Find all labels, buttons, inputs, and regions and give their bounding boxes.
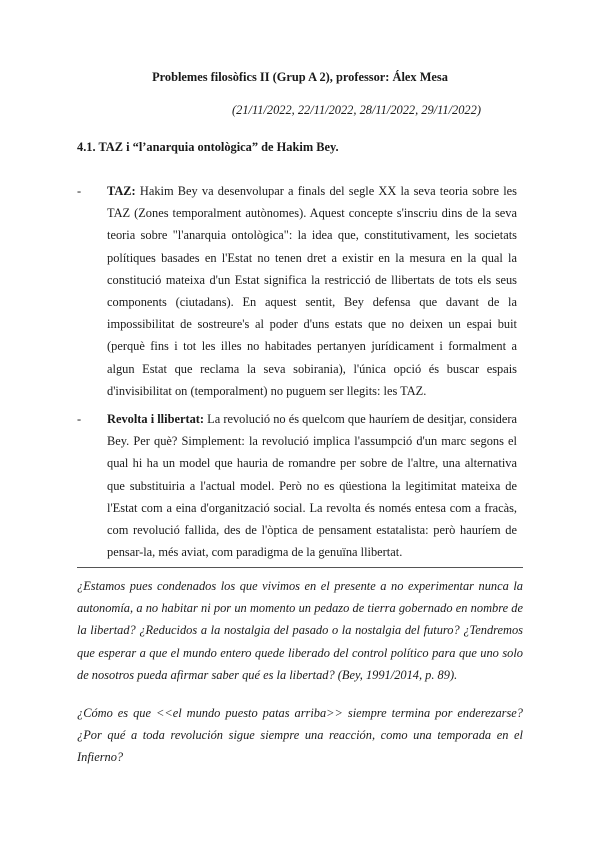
- list-item-taz: [107, 180, 517, 402]
- item-label: TAZ:: [107, 184, 136, 198]
- bullet-marker: -: [77, 412, 82, 426]
- item-label: Revolta i llibertat:: [107, 412, 205, 426]
- quote-paragraph: ¿Cómo es que <<el mundo puesto patas arriba>> siempre termina por enderezarse? ¿Por qué a toda revolución sigue siempre una reacción, como una temporada en el Infierno?: [77, 706, 523, 765]
- section-heading: 4.1. TAZ i “l’anarquia ontològica” de Hakim Bey.: [77, 140, 339, 154]
- quote-paragraph: ¿Estamos pues condenados los que vivimos en el presente a no experimentar nunca la autonomía, a no habitar ni por un momento un pedazo de tierra gobernado en nombre de la libertad? ¿Reducidos a la nostalgia del pasado o la nostalgia del futuro? ¿Tendremos que esperar a que el mundo entero quede liberado del control político para que uno solo de nosotros pueda afirmar saber qué es la libertad? (Bey, 1991/2014, p. 89).: [77, 579, 523, 682]
- session-dates: (21/11/2022, 22/11/2022, 28/11/2022, 29/11/2022): [232, 103, 481, 117]
- item-text: La revolució no és quelcom que hauríem de desitjar, considera Bey. Per què? Simplement: la revolució implica l'assumpció d'un marc segons el qual hi ha un model que hauria de romandre per sobre de l'altre, una alternativa que substituiria a l'actual model. Però no es qüestiona la legitimitat mateixa de l'Estat com a eina d'organització social. La revolta és només entesa com a fracàs, com revolució fallida, des de l'òptica de pensament estatalista: però hauríem de pensar-la, més aviat, com paradigma de la genuïna llibertat.: [107, 412, 518, 560]
- course-title: Problemes filosòfics II (Grup A 2), professor: Álex Mesa: [152, 70, 448, 84]
- horizontal-divider: [77, 567, 523, 568]
- item-text: Hakim Bey va desenvolupar a finals del segle XX la seva teoria sobre les TAZ (Zones temporalment autònomes). Aquest concepte s'inscriu dins de la seva teoria sobre "l'anarquia ontològica": la idea que, constitutivament, les societats polítiques basades en l'Estat no tenen dret a existir en la mesura en la qual la constitució mateixa d'un Estat significa la restricció de llibertats de tots els seus components (ciutadans). En aquest sentit, Bey defensa que davant de la impossibilitat de sostreure's al poder d'uns estats que no deixen un espai buit (perquè fins i tot les illes no habitades pertanyen jurídicament i formalment a algun Estat que reclama la seva sobirania), l'única opció és buscar espais d'invisibilitat on (temporalment) no puguem ser llegits: les TAZ.: [107, 184, 517, 398]
- bullet-marker: -: [77, 184, 82, 198]
- list-item-revolta: [107, 408, 517, 563]
